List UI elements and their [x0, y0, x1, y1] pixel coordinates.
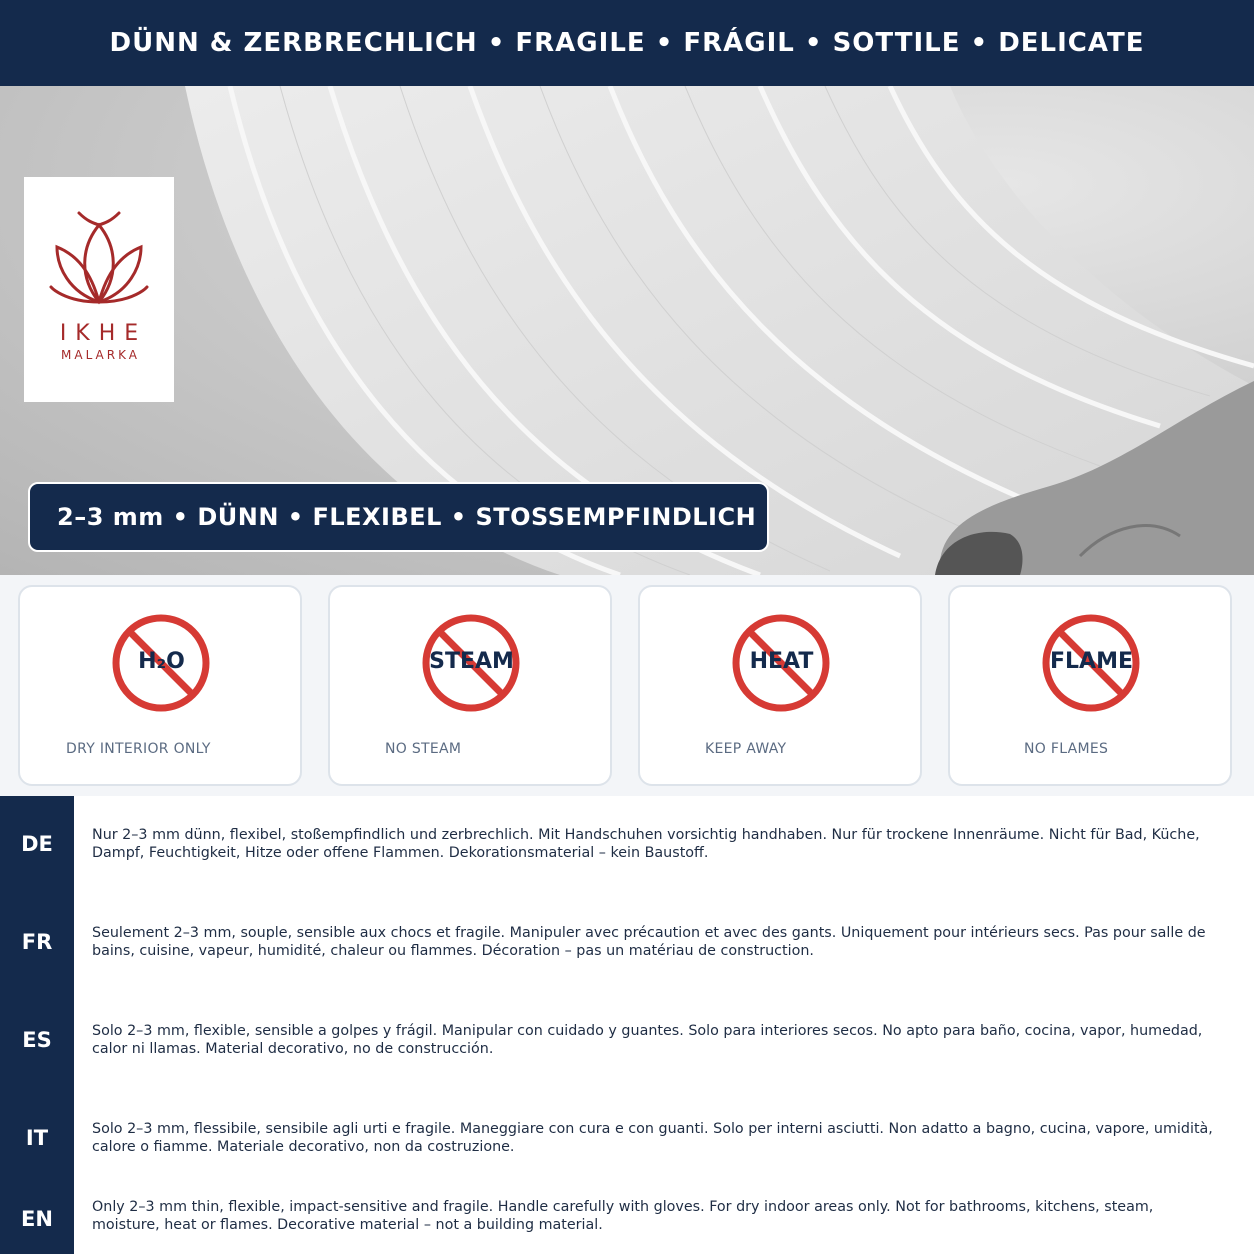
lotus-logo-icon — [49, 207, 149, 317]
warning-caption: KEEP AWAY — [705, 741, 787, 757]
brand-name: IKHE — [59, 321, 148, 346]
warning-symbol: HEAT — [749, 649, 814, 674]
banner-title: DÜNN & ZERBRECHLICH • FRAGILE • FRÁGIL • SOTTILE • DELICATE — [109, 28, 1145, 58]
language-text-it: Solo 2–3 mm, flessibile, sensibile agli urti e fragile. Maneggiare con cura e con guanti. Solo per interni asciutti. Non adatto a bagno, cucina, vapore, umidità, calore o fiamme. Materiale decorativo, non da costruzione. — [92, 1121, 1213, 1155]
warning-icons-row — [0, 575, 1254, 796]
spec-badge — [28, 482, 769, 552]
warning-caption: DRY INTERIOR ONLY — [66, 741, 211, 757]
language-code-fr: FR — [21, 930, 53, 954]
language-code-column — [0, 796, 74, 1254]
warning-caption: NO STEAM — [385, 741, 462, 757]
warning-symbol: FLAME — [1050, 649, 1133, 674]
hero-image — [0, 86, 1254, 575]
language-code-en: EN — [21, 1207, 53, 1231]
language-text-en: Only 2–3 mm thin, flexible, impact-sensitive and fragile. Handle carefully with gloves. For dry indoor areas only. Not for bathrooms, kitchens, steam, moisture, heat or flames. Decorative material – not a building material. — [92, 1199, 1154, 1233]
language-code-es: ES — [22, 1028, 52, 1052]
language-text-es: Solo 2–3 mm, flexible, sensible a golpes y frágil. Manipular con cuidado y guantes. Solo para interiores secos. No apto para baño, cocina, vapor, humedad, calor ni llamas. Material decorativo, no de construcción. — [92, 1023, 1203, 1057]
warning-card-steam — [328, 585, 612, 786]
brand-subname: MALARKA — [61, 348, 140, 362]
warning-symbol: STEAM — [429, 649, 514, 674]
warning-caption: NO FLAMES — [1024, 741, 1109, 757]
language-text-de: Nur 2–3 mm dünn, flexibel, stoßempfindlich und zerbrechlich. Mit Handschuhen vorsichtig handhaben. Nur für trockene Innenräume. Nicht für Bad, Küche, Dampf, Feuchtigkeit, Hitze oder offene Flammen. Dekorationsmaterial – kein Baustoff. — [92, 827, 1200, 861]
language-code-de: DE — [21, 832, 53, 856]
warning-card-heat — [638, 585, 922, 786]
top-banner — [0, 0, 1254, 86]
multilingual-instructions — [0, 796, 1254, 1254]
language-code-it: IT — [25, 1126, 49, 1150]
warning-card-water — [18, 585, 302, 786]
spec-label: 2–3 mm • DÜNN • FLEXIBEL • STOSSEMPFINDLICH — [57, 503, 757, 531]
brand-logo-card — [24, 177, 174, 402]
warning-symbol: H₂O — [138, 649, 185, 674]
warning-card-flame — [948, 585, 1232, 786]
language-text-fr: Seulement 2–3 mm, souple, sensible aux chocs et fragile. Manipuler avec précaution et avec des gants. Uniquement pour intérieurs secs. Pas pour salle de bains, cuisine, vapeur, humidité, chaleur ou flammes. Décoration – pas un matériau de construction. — [92, 925, 1206, 959]
